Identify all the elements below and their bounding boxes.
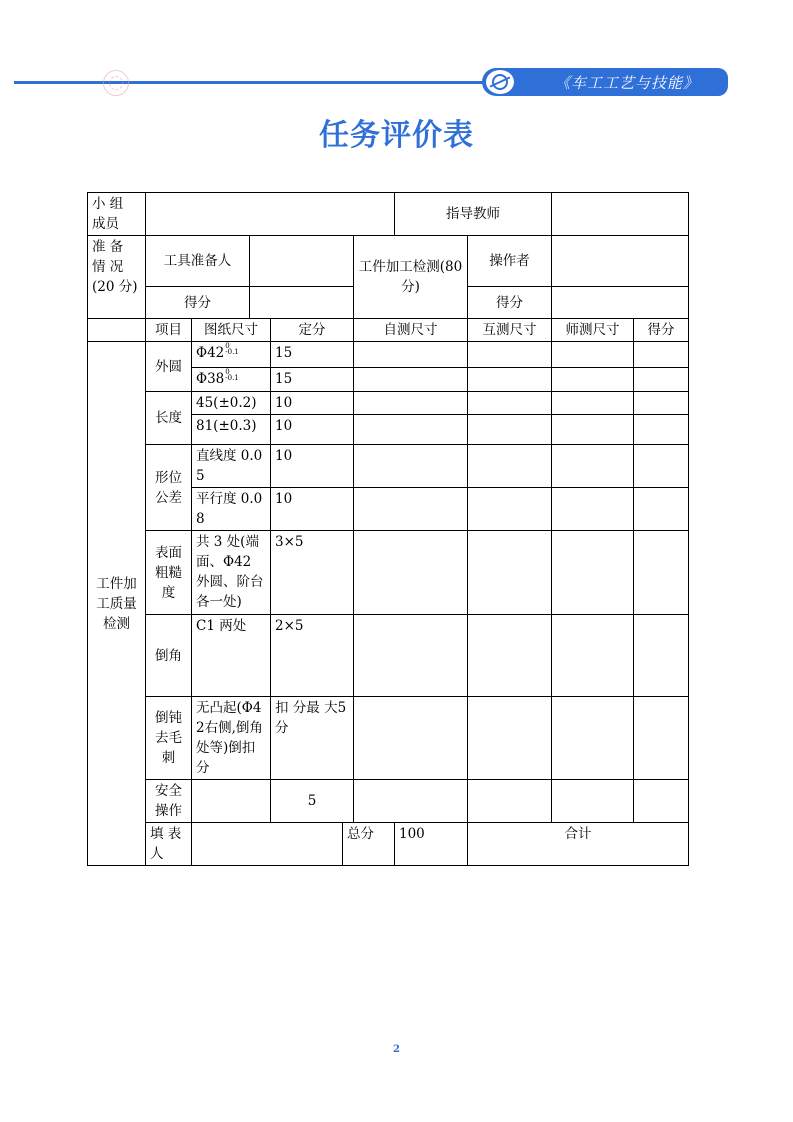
col-header-score: 得分 <box>634 319 689 342</box>
score-cell[interactable] <box>634 445 689 488</box>
form-tolerance-label: 形位公差 <box>146 445 192 531</box>
dim-38: Φ38 <box>196 371 225 387</box>
self-test-cell[interactable] <box>354 368 468 392</box>
teacher-test-cell[interactable] <box>552 531 634 615</box>
score-deburr: 扣 分最 大5 分 <box>271 697 354 780</box>
length-81: 81(±0.3) <box>192 415 271 445</box>
sum-label: 合计 <box>468 823 689 866</box>
score-cell[interactable] <box>634 368 689 392</box>
self-test-cell[interactable] <box>354 615 468 697</box>
score-cell[interactable] <box>634 697 689 780</box>
outer-circle-label: 外圆 <box>146 342 192 392</box>
self-test-cell[interactable] <box>354 488 468 531</box>
score-cell[interactable] <box>634 342 689 368</box>
prep-score-label: 得分 <box>146 287 250 319</box>
col-header-item: 项目 <box>146 319 192 342</box>
operator-label: 操作者 <box>468 236 552 287</box>
col-header-self-test: 自测尺寸 <box>354 319 468 342</box>
peer-test-cell[interactable] <box>468 445 552 488</box>
dim-42-cell <box>192 342 271 368</box>
tol-lower: -0.1 <box>225 374 239 382</box>
score-length-81: 10 <box>271 415 354 445</box>
publisher-logo-icon <box>486 70 514 94</box>
teacher-test-cell[interactable] <box>552 615 634 697</box>
length-label: 长度 <box>146 392 192 445</box>
teacher-test-cell[interactable] <box>552 368 634 392</box>
score-roughness: 3×5 <box>271 531 354 615</box>
teacher-test-cell[interactable] <box>552 780 634 823</box>
tool-prep-cell[interactable] <box>250 236 354 287</box>
peer-test-cell[interactable] <box>468 531 552 615</box>
col-header-drawing-size: 图纸尺寸 <box>192 319 271 342</box>
self-test-cell[interactable] <box>354 445 468 488</box>
score-cell[interactable] <box>634 780 689 823</box>
prep-label: 准 备 情 况 (20 分) <box>88 236 146 319</box>
page-title: 任务评价表 <box>319 118 474 153</box>
teacher-test-cell[interactable] <box>552 342 634 368</box>
score-straightness: 10 <box>271 445 354 488</box>
teacher-test-cell[interactable] <box>552 392 634 415</box>
col-header-teacher-test: 师测尺寸 <box>552 319 634 342</box>
score-cell[interactable] <box>634 488 689 531</box>
peer-test-cell[interactable] <box>468 697 552 780</box>
tol-lower: -0.1 <box>225 348 239 356</box>
score-cell[interactable] <box>634 415 689 445</box>
peer-test-cell[interactable] <box>468 392 552 415</box>
tol-upper: 0 <box>225 342 230 350</box>
safety-spec-cell <box>192 780 271 823</box>
header-blank-cell <box>88 319 146 342</box>
tool-prep-label: 工具准备人 <box>146 236 250 287</box>
straightness-spec: 直线度 0.05 <box>192 445 271 488</box>
deburr-label: 倒钝去毛刺 <box>146 697 192 780</box>
tol-upper: 0 <box>225 368 230 376</box>
group-members-label: 小 组 成员 <box>88 193 146 236</box>
self-test-cell[interactable] <box>354 780 468 823</box>
self-test-cell[interactable] <box>354 415 468 445</box>
dim-38-cell <box>192 368 271 392</box>
header-rule <box>14 81 484 84</box>
length-45: 45(±0.2) <box>192 392 271 415</box>
teacher-test-cell[interactable] <box>552 445 634 488</box>
roughness-label: 表面粗糙度 <box>146 531 192 615</box>
inspection-score-cell[interactable] <box>552 287 689 319</box>
score-safety: 5 <box>271 780 354 823</box>
instructor-cell[interactable] <box>552 193 689 236</box>
score-parallelism: 10 <box>271 488 354 531</box>
page-number: 2 <box>393 1044 400 1055</box>
score-length-45: 10 <box>271 392 354 415</box>
safety-label: 安全操作 <box>146 780 192 823</box>
peer-test-cell[interactable] <box>468 780 552 823</box>
peer-test-cell[interactable] <box>468 342 552 368</box>
score-outer-38: 15 <box>271 368 354 392</box>
seal-watermark-icon <box>103 70 129 96</box>
score-cell[interactable] <box>634 392 689 415</box>
inspection-label: 工件加工检测(80分) <box>354 236 468 319</box>
filler-cell[interactable] <box>192 823 343 866</box>
teacher-test-cell[interactable] <box>552 415 634 445</box>
col-header-fixed-score: 定分 <box>271 319 354 342</box>
col-header-peer-test: 互测尺寸 <box>468 319 552 342</box>
chamfer-spec: C1 两处 <box>192 615 271 697</box>
prep-score-cell[interactable] <box>250 287 354 319</box>
operator-cell[interactable] <box>552 236 689 287</box>
roughness-spec: 共 3 处(端面、Φ42 外圆、阶台各一处) <box>192 531 271 615</box>
peer-test-cell[interactable] <box>468 615 552 697</box>
self-test-cell[interactable] <box>354 531 468 615</box>
chamfer-label: 倒角 <box>146 615 192 697</box>
dim-42: Φ42 <box>196 345 225 361</box>
peer-test-cell[interactable] <box>468 488 552 531</box>
quality-label: 工件加工质量检测 <box>88 342 146 866</box>
parallelism-spec: 平行度 0.08 <box>192 488 271 531</box>
teacher-test-cell[interactable] <box>552 488 634 531</box>
group-members-cell[interactable] <box>146 193 395 236</box>
teacher-test-cell[interactable] <box>552 697 634 780</box>
peer-test-cell[interactable] <box>468 368 552 392</box>
filler-label: 填 表人 <box>146 823 192 866</box>
total-label: 总分 <box>343 823 395 866</box>
self-test-cell[interactable] <box>354 697 468 780</box>
total-value: 100 <box>395 823 468 866</box>
self-test-cell[interactable] <box>354 392 468 415</box>
score-chamfer: 2×5 <box>271 615 354 697</box>
score-outer-42: 15 <box>271 342 354 368</box>
peer-test-cell[interactable] <box>468 415 552 445</box>
inspection-score-label: 得分 <box>468 287 552 319</box>
score-cell[interactable] <box>634 615 689 697</box>
evaluation-table <box>87 192 689 866</box>
score-cell[interactable] <box>634 531 689 615</box>
self-test-cell[interactable] <box>354 342 468 368</box>
deburr-spec: 无凸起(Φ42右侧,倒角处等)倒扣分 <box>192 697 271 780</box>
instructor-label: 指导教师 <box>395 193 552 236</box>
book-title: 《车工工艺与技能》 <box>555 74 700 92</box>
